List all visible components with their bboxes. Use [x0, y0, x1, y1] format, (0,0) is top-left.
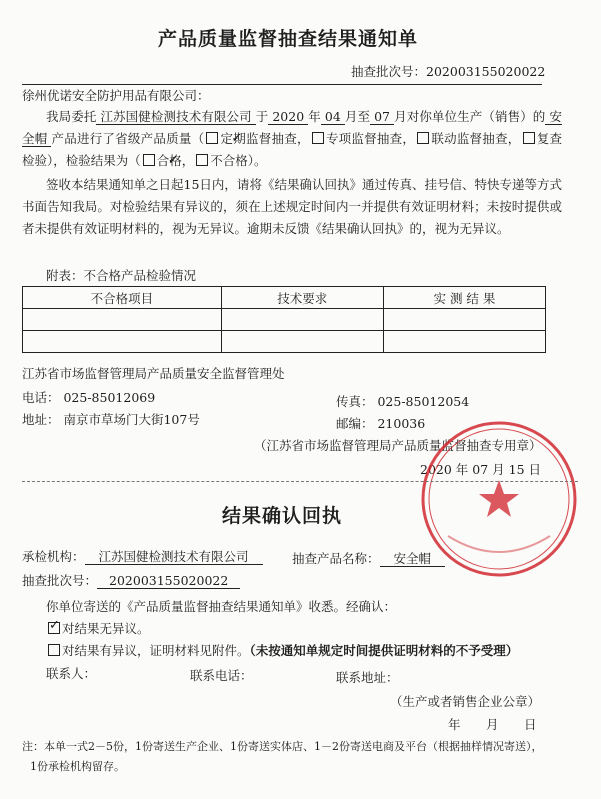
checkbox-objection[interactable]: [48, 644, 60, 656]
table-cell: [23, 309, 222, 331]
product-value: 安全帽: [380, 551, 446, 567]
p1-text: 产品进行了省级产品质量（: [51, 131, 205, 146]
recipient-rule: [22, 84, 542, 85]
table-header: 不合格项目: [23, 287, 222, 309]
option-no-objection-label: 对结果无异议。: [62, 621, 150, 636]
month-value: 04: [321, 109, 345, 125]
notice-paragraph-2: 签收本结果通知单之日起15日内，请将《结果确认回执》通过传真、挂号信、特快专递等方式书面告知我局。对检验结果有异议的，须在上述规定时间内一并提供有效证明材料；未按时提供或者未提供有效证明材料的，视为无异议。逾期未反馈《结果确认回执》的，视为无异议。: [22, 177, 562, 236]
contact-phone-label: 联系电话：: [190, 668, 253, 683]
receipt-date-month: 月: [486, 717, 499, 732]
p1-text: （销售）的: [482, 109, 546, 124]
receipt-date-year: 年: [448, 717, 461, 732]
footnote-line-2: 1份承检机构留存。: [30, 760, 125, 773]
receipt-date-day: 日: [524, 717, 537, 732]
batch-number-line: [351, 62, 545, 80]
appendix-label: 附表：不合格产品检验情况: [46, 268, 197, 283]
nonconforming-table: [22, 286, 546, 353]
table-header: 实 测 结 果: [383, 287, 545, 309]
option-objection: [46, 641, 518, 659]
p1-text: 复查检验），检验结果为（: [22, 131, 562, 168]
p1-text: 动监督抽查，: [444, 131, 521, 146]
receipt-batch-line: [22, 571, 240, 589]
checkbox-special-inspection[interactable]: [312, 132, 324, 144]
testing-agency: 江苏国健检测技术有限公司: [96, 109, 255, 125]
p1-text: 不合格）。: [210, 153, 267, 168]
table-cell: [221, 331, 383, 353]
inspector-line: [22, 547, 263, 565]
checkbox-result-pass[interactable]: [143, 154, 155, 166]
receipt-title: 结果确认回执: [222, 505, 343, 527]
batch-number: 202003155020022: [426, 64, 546, 79]
table-cell: [383, 309, 545, 331]
table-row: [23, 331, 546, 353]
receipt-batch-label: 抽查批次号：: [22, 573, 98, 588]
p1-text: 专项监督抽查，: [325, 131, 416, 146]
p1-text: 我局委托: [46, 109, 97, 124]
table-header: 技术要求: [221, 287, 383, 309]
option-no-objection: [46, 619, 150, 637]
p1-text: 月对你单位生产: [394, 109, 483, 124]
table-cell: [383, 331, 545, 353]
option-objection-label: 对结果有异议，证明材料见附件。: [62, 643, 250, 658]
checkbox-no-objection[interactable]: [48, 622, 60, 634]
p1-text: 定期监督抽查，: [220, 131, 310, 146]
checkbox-result-fail[interactable]: [196, 154, 208, 166]
table-cell: [23, 331, 222, 353]
contact-address-label: 联系地址：: [336, 670, 399, 685]
product-label: 抽查产品名称：: [292, 551, 380, 566]
p1-text: 于: [255, 109, 269, 124]
notice-title: 产品质量监督抽查结果通知单: [158, 28, 419, 50]
phone-line: 电话： 025-85012069: [22, 390, 156, 405]
fax-line: 传真： 025-85012054: [336, 394, 470, 409]
seal-note: （江苏省市场监督管理局产品质量监督抽查专用章）: [254, 438, 542, 453]
address-line: 地址： 南京市草场门大街107号: [22, 412, 200, 427]
inspector-value: 江苏国健检测技术有限公司: [85, 549, 263, 565]
seal-star: [479, 480, 519, 517]
recipient-name: 徐州优诺安全防护用品有限公司：: [22, 88, 210, 103]
p1-text: 联: [431, 131, 445, 146]
checkbox-regular-inspection[interactable]: [206, 132, 218, 144]
year-value: 2020: [268, 109, 308, 125]
footnote-line-1: 注：本单一式2－5份，1份寄送生产企业、1份寄送实体店、1－2份寄送电商及平台（根据抽样情况寄送），: [22, 740, 543, 753]
notice-date: 2020 年 07 月 15 日: [420, 462, 541, 477]
notice-paragraph-1: [22, 106, 562, 172]
contact-person-label: 联系人：: [46, 666, 97, 681]
product-value: 安全帽: [22, 109, 562, 146]
checkbox-joint-inspection[interactable]: [417, 132, 429, 144]
company-stamp-note: （生产或者销售企业公章）: [390, 694, 541, 709]
p1-text: 合格，: [156, 153, 195, 168]
product-line: [292, 549, 445, 567]
p1-text: 年: [308, 109, 321, 124]
month-end-value: 07: [370, 109, 394, 125]
inspector-label: 承检机构：: [22, 549, 85, 564]
batch-label: 抽查批次号：: [351, 64, 427, 79]
receipt-batch-number: 202003155020022: [97, 573, 240, 589]
option-objection-note: （未按通知单规定时间提供证明材料的不予受理）: [249, 643, 519, 658]
table-row: [23, 309, 546, 331]
p1-text: 月至: [344, 109, 371, 124]
separator-line: [22, 481, 578, 482]
confirmation-text: 你单位寄送的《产品质量监督抽查结果通知单》收悉。经确认：: [46, 599, 397, 614]
table-cell: [221, 309, 383, 331]
issuing-organization: 江苏省市场监督管理局产品质量安全监督管理处: [22, 366, 285, 381]
postcode-line: 邮编： 210036: [336, 416, 426, 431]
checkbox-reinspection[interactable]: [523, 132, 535, 144]
table-header-row: [23, 287, 546, 309]
